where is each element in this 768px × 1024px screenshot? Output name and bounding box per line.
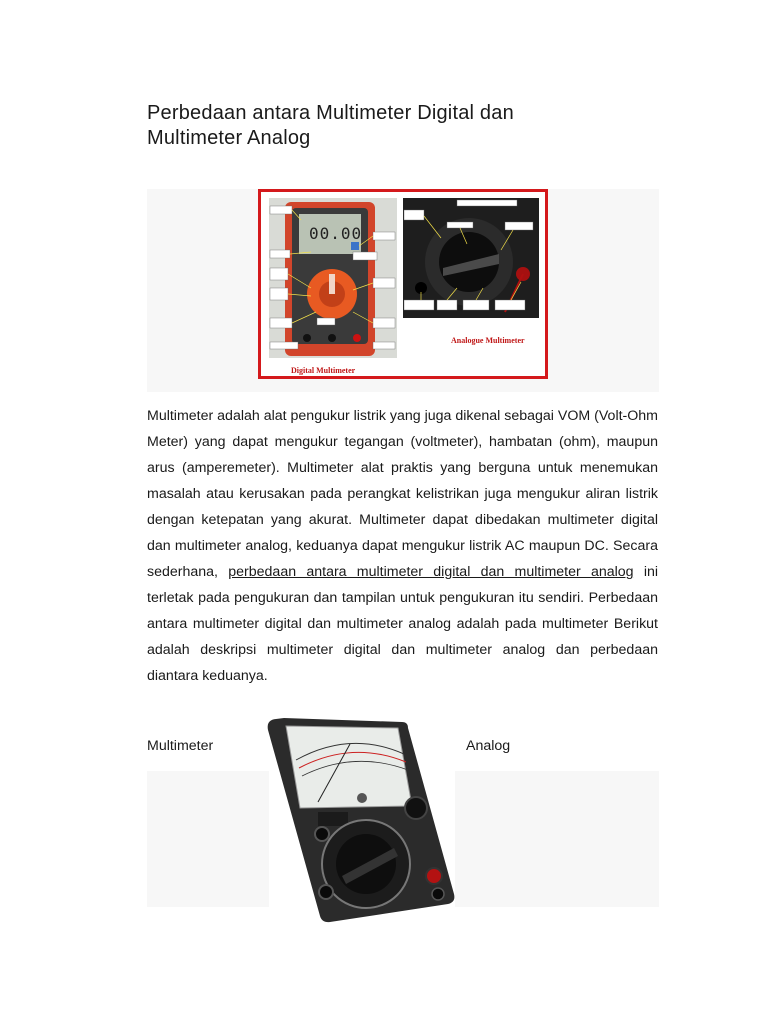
paragraph-text-2: ini terletak pada pengukuran dan tampilan untuk pengukuran itu sendiri. Perbedaan antara multimeter digital dan multimeter analog adalah pada multimeter Berikut adalah deskripsi multimeter digital dan multimeter analog dan perbedaan diantara keduanya. xyxy=(147,564,659,684)
page-title: Perbedaan antara Multimeter Digital dan Multimeter Analog xyxy=(147,102,514,149)
image-background-right xyxy=(455,771,659,907)
body-paragraph xyxy=(147,403,658,689)
analog-multimeter-label: Analogue Multimeter xyxy=(451,336,525,345)
multimeter-comparison-figure xyxy=(147,189,659,392)
caption-multimeter: Multimeter xyxy=(147,738,214,754)
analog-multimeter-image xyxy=(266,716,456,924)
digital-multimeter-label: Digital Multimeter xyxy=(291,366,356,375)
paragraph-link[interactable]: perbedaan antara multimeter digital dan multimeter analog xyxy=(228,564,634,580)
caption-analog: Analog xyxy=(466,738,511,754)
digital-display-reading: 00.00 xyxy=(309,224,363,243)
figure-frame xyxy=(258,189,548,379)
paragraph-text-1: Multimeter adalah alat pengukur listrik yang juga dikenal sebagai VOM (Volt-Ohm Meter) yang dapat mengukur tegangan (voltmeter), hambatan (ohm), maupun arus (amperemeter). Multimeter alat praktis yang berguna untuk menemukan masalah atau kerusakan pada perangkat kelistrikan juga mengukur aliran listrik dengan ketepatan yang akurat. Multimeter dapat dibedakan multimeter digital dan multimeter analog, keduanya dapat mengukur listrik AC maupun DC. Secara sederhana, xyxy=(147,408,659,580)
multimeter-comparison-image xyxy=(261,192,545,376)
image-background-left xyxy=(147,771,269,907)
